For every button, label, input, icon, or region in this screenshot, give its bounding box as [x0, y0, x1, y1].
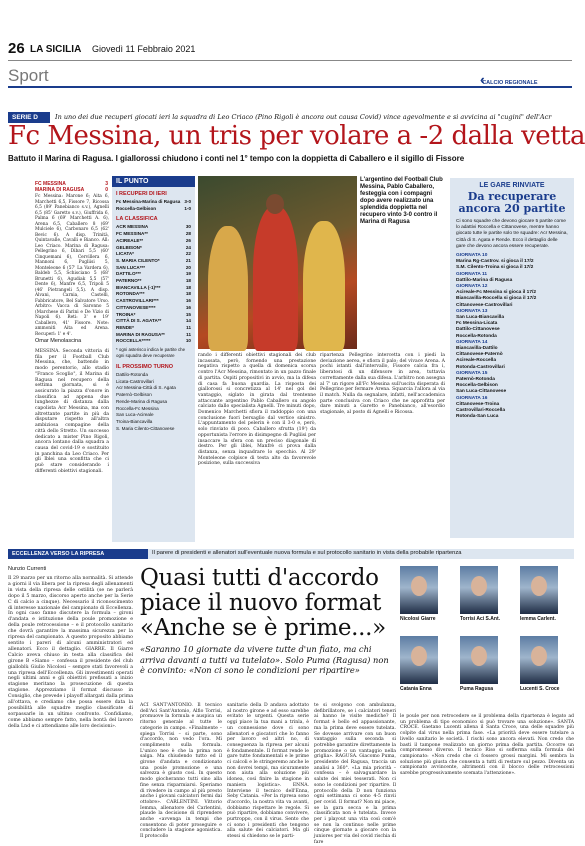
- prossimo-row-cell: Troina-Biancavilla: [116, 418, 153, 424]
- gare-item: GIORNATA 10: [456, 253, 488, 259]
- gare-item: Cittanovese-Castrovillari: [456, 302, 513, 308]
- headshot-name: Iemma Carlent.: [520, 616, 556, 622]
- section-badge: ‹‹ CALCIO REGIONALE: [480, 72, 538, 87]
- gare-item: Dattilo-Cittanovese: [456, 327, 500, 333]
- gare-rinviate-headline: Da recuperare ancora 20 partite: [458, 190, 566, 215]
- il-punto-box: [112, 176, 195, 542]
- player-head: [266, 194, 284, 214]
- article2-body-5: le poule per non retrocedere se il problema della ripartenza è legato ad un problema di tipo economico si può trovare una soluzione». SANTA CROCE. Gaetano Lucenti allena il Santa Croce, una delle squadre più colpite dal virus nella prima fase. «La priorità deve essere tutelare a livello sanitario le società. I rischi sono ancora elevati. Non credo che basti il tampone realizzato un giorno prima della partita. Occorre un compromesso diverso. Il tecnico Riso si sofferma sulla formula del campionato: «Non credo che ci fossero grossi margini. Mi sembra la soluzione più giusta che consenta a tutti di restare sul pezzo. Diventa un campionato avvincente, altrimenti con il blocco delle retrocessioni sarebbe progressivamente scemata l'attenzione».: [400, 714, 574, 777]
- photo-caption: L'argentino del Football Club Messina, Pablo Caballero, festeggia con i compagni dopo avere realizzato una splendida doppietta nel recupero vinto 3-0 contro il Marina di Ragusa: [360, 177, 443, 225]
- article-body-mid2: ripartenza Pellegrino intercetta con i piedi la deviazione aerea, e sfiora il palo; del vivace Arena. A pochi istanti dall'intervallo, Fissore calcia fra i, liberatosi di un difensore in area, tuttavia correttamente dalla sua difesa. L'arbitro non assegna al 7' un rigore all'Fc Messina sull'uscita disperata di Pellegrino per fermare Arena. Squarcia l'allora al via il match. Nulla da segnalare, infatti, nell'accademica parte conclusiva con Criaco che ne approfitta per dare minuti a Garetto e Panebianco, all'esordio stagionale, al posto di Agnelli e Ricossa.: [320, 353, 445, 416]
- classifica-row-cell: CASTROVILLARI***: [116, 298, 159, 304]
- classifica-row-cell: 22: [185, 251, 191, 257]
- headshot-photo: [460, 566, 498, 614]
- classifica-row-cell: 14: [185, 318, 191, 324]
- classifica-row-cell: ACR MESSINA: [116, 224, 149, 230]
- classifica-row: [112, 332, 195, 339]
- prossimo-row: [112, 372, 195, 379]
- classifica-row: [112, 285, 195, 292]
- gare-item: Marina Rg-Castrov. si gioca il 17/2: [456, 259, 534, 265]
- classifica-row-cell: S. MARIA CILENTO*: [116, 257, 160, 263]
- classifica-row: [112, 271, 195, 278]
- classifica-row-cell: SAN LUCA***: [116, 264, 146, 270]
- issue-date: Giovedì 11 Febbraio 2021: [92, 44, 196, 54]
- classifica-row: [112, 318, 195, 325]
- prossimo-row-cell: Paternò-Gelbison: [116, 392, 152, 398]
- gare-rinviate-box: [450, 178, 574, 538]
- headshot-photo: [520, 566, 558, 614]
- prossimo-turno-title: IL PROSSIMO TURNO: [116, 364, 174, 371]
- headshot-photo: [460, 636, 498, 684]
- classifica-row-cell: 11: [186, 324, 191, 330]
- classifica-row-cell: 26: [185, 237, 191, 243]
- headshot-photo: [400, 566, 438, 614]
- classifica-row-cell: CITTANOVESE****: [116, 304, 156, 310]
- newspaper-name: LA SICILIA: [30, 44, 82, 55]
- recupero-row-cell: Roccella-Gelbison: [116, 205, 157, 211]
- article-kicker: In uno dei due recuperi giocati ieri la squadra di Leo Criaco (Pino Rigoli è ancora out causa Covid) vince agevolmente e si avvicina ai "cugini" dell'Acr: [55, 113, 552, 121]
- headshots: [400, 566, 574, 706]
- classifica-row-cell: ACIREALE**: [116, 237, 144, 243]
- classifica-row-cell: RENDE*: [116, 324, 134, 330]
- gare-item: Castrovillari-Roccella: [456, 408, 506, 414]
- prossimo-row: [112, 385, 195, 392]
- topic-text: Il parere di presidenti e allenatori sull'eventuale nuova formula e sul protocollo sanitario in vista della probabile ripartenza: [152, 550, 462, 556]
- classifica-row-cell: DATTILO***: [116, 271, 141, 277]
- classifica-row: [112, 231, 195, 238]
- gare-item: San Luca-Biancavilla: [456, 315, 504, 321]
- section-title: Sport: [8, 66, 49, 85]
- il-punto-title: IL PUNTO: [112, 176, 195, 187]
- gare-item: GIORNATA 14: [456, 339, 488, 345]
- gare-item: Fc Messina-Licata: [456, 321, 498, 327]
- serie-tag: SERIE D: [8, 112, 50, 123]
- recupero-row: [112, 199, 195, 206]
- prossimo-row-cell: San Luca-Acireale: [116, 412, 154, 418]
- gare-item: GIORNATA 12: [456, 284, 488, 290]
- headshot-photo: [400, 636, 438, 684]
- classifica-row-cell: 18: [185, 284, 191, 290]
- prossimo-row: [112, 392, 195, 399]
- gare-item: Rotonda-Castrovillari: [456, 364, 505, 370]
- classifica-row: [112, 325, 195, 332]
- article2-body-3: sanitario della D andava adottato al nostro girone e ad esso sarebbe evitato le urgenti. Questa serie oggi piace la tua mani a trinla, è un connessione dove ci sono allenatori e giocatori che lo fanno per lavoro ed altri no, di conseguenza la ripresa per alcuni è fondamentale. Il format rende le gare tutte fondamentali e le prime ci calcoli e le stringeremo anche le non dovrei tempi, ma sicuramente non aiuta alla soluzione più idonea, così finire la stagione in maniera logistica». ENNA. Interviene il tecnico dell'Enna, Seby Catania. «Per la ripresa sono d'accordo, la nostra vita va avanti, dobbiamo rispettare le regole. Sì può ripartire, dobbiamo convivere, purtroppo, con il virus. Sento che ci sono i presidenti che tengono alla salute dei calciatori. Ma gli stessi si chiedono se le parti-: [227, 703, 309, 840]
- prossimo-row-cell: Dattilo-Rotonda: [116, 372, 148, 378]
- article-author: Omar Menolascina: [35, 338, 82, 344]
- classifica-list: [112, 224, 195, 345]
- classifica-row-cell: CITTÀ DI S. AGATA**: [116, 318, 162, 324]
- article2-body-4: te si svolgono con ambulanza, defibrillatore, se i calciatori teneri ai hanno le visite mediche? Il format è bello ed appassionante, ma la prima deve essere tutelata. Se dovesse arrivare con un buon vantaggio sulla seconda si potrebbe garantire direttamente la promozione o un vantaggio nella griglia». RAGUSA. Giacomo Puma, presidente del Ragusa, traccia un analisi a 360°. «La mia priorità – confessa – è salvaguardare la salute dei miei tesserati. Non ci sono le condizioni per ripartire. Il protocollo della D non funziona ogni settimana ci sono 4-5 rinvii per covid. Il format? Non mi piace, se la gara secca e la prima classificata non è tutelata. Invece per i playout una vita così com'è se non la continuo nelle prime cinque giornate a giocare con la juniores per via del covid rischia di fare: [314, 703, 396, 845]
- classifica-note: * ogni asterisco indica le partite che ogni squadra deve recuperare: [116, 347, 186, 358]
- topic-tag: ECCELLENZA VERSO LA RIPRESA: [8, 549, 148, 559]
- article2-body-2: ACI SANT'ANTONIO. Il tecnico dell'Aci Sant'Antonio, Alfio Torrisi, promuove la formula e auspica un ritorno generale al tutte le categorie in campo. «Finalmente – spiega Torrisi – si parte, sono d'accordo, non vedo l'ora. Mi complimento sulla formula. L'unico neo è che la prima non salga. Ma chiudendo tutto ed il girone d'andata e condizionato una poule promozione e una salvezza è giusto così. In questo modo giocheranno tutti sino alla fine senza risparmiarsi. Speriamo di rivedere in campo al più presto anche i giovani calciatori fermi dai ottobre». CARLENTINI. Vittorio Iemma, allenatore del Carlentini, plaude la decisione di riprendere anche «avvenga in tempi che consentono di poter proseguire e concludere la stagione agonistica. Il protocollo: [140, 703, 222, 840]
- prossimo-row: [112, 419, 195, 426]
- classifica-row: [112, 265, 195, 272]
- classifica-row: [112, 224, 195, 231]
- classifica-row: [112, 238, 195, 245]
- prossimo-row: [112, 426, 195, 433]
- article-headline: Fc Messina, un tris per volare a -2 dalla vetta: [8, 121, 585, 151]
- recuperi-list: [112, 199, 195, 212]
- prossimo-row: [112, 406, 195, 413]
- match-score: FC MESSINA 3 MARINA DI RAGUSA 0: [35, 181, 108, 193]
- recupero-row-cell: 1-0: [184, 205, 191, 211]
- prossimo-row-cell: Rende-Marina di Ragusa: [116, 398, 168, 404]
- gare-rinviate-label: LE GARE RINVIATE: [479, 182, 545, 189]
- prossimo-row-cell: Acr Messina-Città di S. Agata: [116, 385, 176, 391]
- classifica-row-cell: 15: [185, 311, 191, 317]
- gare-item: GIORNATA 15: [456, 370, 488, 376]
- double-chevron-icon: ‹‹: [480, 72, 481, 87]
- classifica-row-cell: 18: [185, 278, 191, 284]
- classifica-row-cell: TROINA*: [116, 311, 136, 317]
- article-body-mid1: rando i differenti obiettivi stagionali dei club incassata, però, fornendo una prestazione negativa rispetto a quella di domenica scorsa contro l'Acr Messina, rimontato in un pazzo finale di partita. Ospiti propositivi in avvio, ma la difesa di casa fa buona guardia. La risposta dei giallorossi si concretizza al 14' nel gol del vantaggio, siglato in girata dal trentenne attaccante argentino Pablo Caballero su angolo calciato dallo specialista Agnelli. Tre minuti dopo, Domenico Marchetti sfiora il raddoppio con una conclusione fuori bersaglio dal vertice sinistro. L'appuntamento del pelerin è con il 3-0 e, però, solo rinviato di poco. Caballero sfrutta (19') da opportunista l'errore in disimpegno di Pugliisi per insaccare la sfera con un preciso diagonale di destro. Per gli iblei, Manfrè ci prova dalla distanza, senza inquadrare lo specchio. Al 29' Monteleone colpisce di testa alto da favorevole posizione, sulla successiva: [198, 353, 316, 467]
- article2-dek: «Saranno 10 giornate da vivere tutte d'un fiato, ma chi arriva davanti a tutti va tutelato». Solo Puma (Ragusa) non è convinto: «Non ci sono le condizioni per ripartire»: [140, 644, 389, 675]
- classifica-row-cell: MARINA DI RAGUSA**: [116, 331, 165, 337]
- classifica-row: [112, 278, 195, 285]
- player-figure: [303, 221, 345, 351]
- prossimo-turno-list: [112, 372, 195, 432]
- classifica-row-cell: ROCCELLA*****: [116, 338, 151, 344]
- classifica-row-cell: 16: [185, 304, 191, 310]
- page-number: 26: [8, 40, 25, 57]
- gare-item: Paternò-Rotonda: [456, 377, 495, 383]
- recupero-row-cell: Fc Messina-Marina di Ragusa: [116, 199, 181, 204]
- article2-headline: Quasi tutti d'accordo piace il nuovo format «Anche se è prime...»: [140, 565, 386, 641]
- classifica-row-cell: FC MESSINA**: [116, 231, 148, 237]
- gare-item: Biancavilla-Roccella si gioca il 17/2: [456, 296, 537, 302]
- recupero-row-cell: 3-0: [184, 199, 191, 204]
- classifica-row-cell: 28: [185, 231, 191, 237]
- gare-rinviate-body: Ci sono squadre che devono giocare 5 partite come lo adattivi Roccella e Cittanovese, mentre hanno giocato tutte le partite solo tre squadre: Acr Messina, Città di S. Agata e Rende. Ecco il dettaglio delle gare che devono ancora essere recuperate.: [456, 219, 568, 249]
- classifica-row: [112, 258, 195, 265]
- headshot-name: Torrisi Aci S.Ant.: [460, 616, 501, 622]
- gare-item: Roccella-Rotonda: [456, 333, 497, 339]
- gare-item: Cittanovese-Troina: [456, 401, 500, 407]
- prossimo-row: [112, 379, 195, 386]
- headshot-photo: [520, 636, 558, 684]
- article2-author: Nunzio Currenti: [8, 566, 47, 572]
- gare-item: GIORNATA 11: [456, 271, 488, 277]
- gare-item: S.M. Cilento-Troina si gioca il 17/2: [456, 265, 534, 271]
- classifica-row-cell: PATERNO**: [116, 278, 142, 284]
- match-photo: [198, 176, 357, 349]
- gare-item: Biancavilla-Dattilo: [456, 346, 498, 352]
- player-figure: [208, 226, 248, 351]
- prossimo-row-cell: S. Maria Cilento-Cittanovese: [116, 425, 175, 431]
- classifica-title: LA CLASSIFICA: [116, 216, 158, 223]
- classifica-row-cell: 10: [185, 338, 191, 344]
- gare-item: Dattilo-Marina di Ragusa: [456, 277, 513, 283]
- classifica-row-cell: 24: [185, 244, 191, 250]
- classifica-row: [112, 298, 195, 305]
- gare-item: Cittanovese-Paternò: [456, 352, 503, 358]
- classifica-row-cell: 11: [186, 331, 191, 337]
- classifica-row-cell: 21: [185, 257, 191, 263]
- classifica-row: [112, 291, 195, 298]
- recuperi-title: I RECUPERI DI IERI: [116, 191, 167, 197]
- classifica-row: [112, 251, 195, 258]
- gare-rinviate-list: [450, 253, 574, 420]
- header-divider: [8, 60, 572, 61]
- classifica-row-cell: ROTONDA***: [116, 291, 145, 297]
- classifica-row-cell: 16: [185, 298, 191, 304]
- article2-body-1: Il 29 marzo per un ritorno alla normalità. Si attende a giorni il via libera per la ripresa degli allenamenti in vista della ripresa delle ostilità (se ne parlerà dopo il 5 marzo, discorso aperto anche per la Serie C di calcio a cinque). Necessario il riconoscimento di interesse nazionale del campionato di Eccellenza. In ogni caso fanno discutere la formula – gironi d'andata e istituzione della poule promozione e della poule retrocessione – e il protocollo sanitario che dovrà garantire la massima sicurezza per la ripresa del campionato. A questo proposito abbiamo sentito i pareri di alcuni amministratori ed allenatori. Ecco il dettaglio. GIARRE. Il Giarre Calcio aveva chiuso in testa alla classifica del girone B «Siamo – confessa il presidente del club gialloblù Giulio Nicolosi – sempre stati favorevoli a una ripresa dell'Eccellenza. Gli investimenti operati negli ultimi anni e gli obiettivi prefissati a inizio stagione meritano la prosecuzione di questa stagione. Apprezziamo il format discusso in Consiglio, che prevede i playoff allargati dalla prima all'ottava, e crediamo che possa essere data la possibilità alle squadre meglio classificate di sorpassarle in un ultimo confronto. Confidiamo, come abbiamo sempre fatto, nella bontà del lavoro della Lnd e ci attendiamo alle loro decisioni».: [8, 576, 133, 729]
- section-divider: [8, 86, 572, 88]
- player-figure: [253, 206, 298, 351]
- article-body-left: MESSINA. Seconda vittoria di fila per il Football Club Messina, che, battendo in modo perentorio, allo stadio "Franco Scoglio", il Marina di Ragusa nel recupero della settima giornata, si è assicurato la piazza d'onore in classifica ad appena due lunghezze di distanza dalla capolista Acr Messina, ma con altrettante partite in più da disputare rispetto all'altra ambiziosa compagine della città dello Stretto. Un successo dedicato a mister Pino Rigoli, ancora lontano dalla squadra a causa del covid-19 e sostituito in panchina da Leo Criaco. Per gli Iblei una sconfitta che ci può stare considerando i differenti obiettivi stagionali.: [35, 349, 109, 474]
- headshot-name: Nicolosi Giarre: [400, 616, 436, 622]
- article-subhead: Battuto il Marina di Ragusa. I giallorossi chiudono i conti nel 1° tempo con la doppietta di Caballero e il sigillo di Fissore: [8, 154, 465, 163]
- classifica-row-cell: 19: [185, 271, 191, 277]
- gare-item: Acireale-Fc Messina si gioca il 17/2: [456, 290, 536, 296]
- prossimo-row-cell: Roccella-Fc Messina: [116, 405, 159, 411]
- classifica-row-cell: 18: [185, 291, 191, 297]
- classifica-row: [112, 245, 195, 252]
- headshot-name: Lucenti S. Croce: [520, 686, 560, 692]
- recupero-row: [112, 206, 195, 213]
- classifica-row: [112, 305, 195, 312]
- classifica-row-cell: 30: [185, 224, 191, 230]
- prossimo-row-cell: Licata-Castrovillari: [116, 378, 154, 384]
- prossimo-row: [112, 412, 195, 419]
- gare-item: Roccella-Gelbison: [456, 383, 498, 389]
- gare-item: Acireale-Roccella: [456, 358, 496, 364]
- classifica-row-cell: BIANCAVILLA (-1)***: [116, 284, 161, 290]
- classifica-row: [112, 338, 195, 345]
- headshot-name: Catania Enna: [400, 686, 432, 692]
- classifica-row-cell: GELBISON*: [116, 244, 142, 250]
- headshot-name: Puma Ragusa: [460, 686, 494, 692]
- classifica-row-cell: LICATA*: [116, 251, 134, 257]
- match-lineup: Fc Messina: Marone 6; Aita 6, Marchetti 6,5, Fissore 7, Ricossa 6,5 (89' Panebianco s.v.), Agnelli 6,5 (85' Garetto s.v.), Giuffrida 6, Palma 6 (69' Marchetti A. 6), Arena 6,5, Caballero 8 (69' Mulciele 6), Carbonaro 6,5 (62' Bevic 6). A disp. Trinità, Quintavalle, Cavalli e Bianco. All: Leo Criaco. Marina di Ragusa: Pellegrino 6, Dibari 5,5 (60' Cinquemani 6), Cervillera 6, Mannoni 6, Pugliisi 5, Monteleone 6 (57' La Vardera 6), Baldeb 5,5, Schisciano 5 (68' Brunetti 6), Agudiak 5,5 (57' Dente 6), Manfre 6,5, Tripoli 5 (46' Pietrangeli 5,5). A disp. Alvani, Carnia, Castelli, Fabbricatore, Bel Salvatore Urso. Arbitro: Vacca di Saronno 5 (Marchese di Parini e De Vizio di Napoli 6). Reti: 3' e 19' Caballero, 41' Fissore. Note: ammoniti Aita ed Arena. Recuperi: 1' e 4'.: [35, 194, 109, 337]
- gare-item: GIORNATA 16: [456, 395, 488, 401]
- gare-item: Rotonda-San Luca: [456, 414, 499, 420]
- gare-item: GIORNATA 13: [456, 308, 488, 314]
- gare-item: San Luca-Cittanovese: [456, 389, 507, 395]
- classifica-row-cell: 20: [185, 264, 191, 270]
- prossimo-row: [112, 399, 195, 406]
